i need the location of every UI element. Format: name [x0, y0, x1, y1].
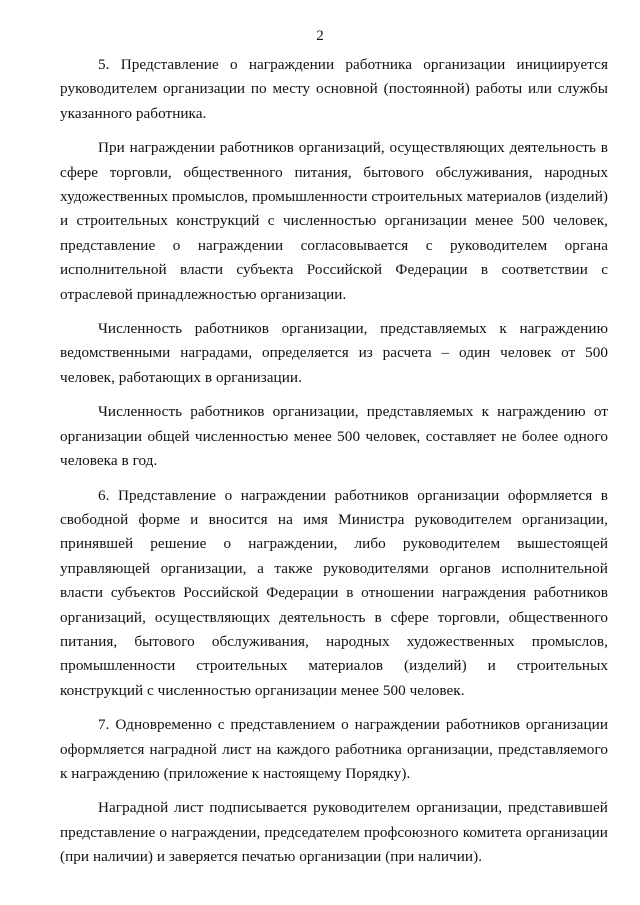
paragraph-small-organization-limit: Численность работников организации, представляемых к награждению от организации общей численностью менее 500 человек, составляет не более одного человека в год.: [60, 403, 608, 470]
paragraph-6-submission-form: 6. Представление о награждении работников организации оформляется в свободной форме и вносится на имя Министра руководителем организации, принявшей решение о награждении, либо руководителем вышестоящей управляющей организации, а также руководителями органов исполнительной власти субъектов Российской Федерации в отношении награждения работников организаций, осуществляющих деятельность в сфере торговли, общественного питания, бытового обслуживания, народных художественных промыслов, промышленности строительных материалов (изделий) и строительных конструкций с численностью организации менее 500 человек.: [60, 486, 608, 699]
paragraph-award-sheet-signature: Наградной лист подписывается руководителем организации, представившей представление о награждении, председателем профсоюзного комитета организации (при наличии) и заверяется печатью организации (при наличии).: [60, 799, 608, 866]
paragraph-headcount-ratio: Численность работников организации, представляемых к награждению ведомственными наградами, определяется из расчета – один человек от 500 человек, работающих в организации.: [60, 320, 608, 386]
paragraph-5-initiation: 5. Представление о награждении работника организации инициируется руководителем организации по месту основной (постоянной) работы или службы указанного работника.: [60, 56, 608, 122]
document-body: [60, 53, 608, 880]
paragraph-7-award-sheet: 7. Одновременно с представлением о награждении работников организации оформляется наградной лист на каждого работника организации, представляемого к награждению (приложение к настоящему Порядку).: [60, 716, 608, 782]
page-number: 2: [316, 28, 324, 44]
paragraph-trade-sector-approval: При награждении работников организаций, осуществляющих деятельность в сфере торговли, общественного питания, бытового обслуживания, народных художественных промыслов, промышленности строительных материалов (изделий) и строительных конструкций с численностью организации менее 500 человек, представление о награждении согласовывается с руководителем органа исполнительной власти субъекта Российской Федерации в соответствии с отраслевой принадлежностью организации.: [60, 139, 608, 303]
